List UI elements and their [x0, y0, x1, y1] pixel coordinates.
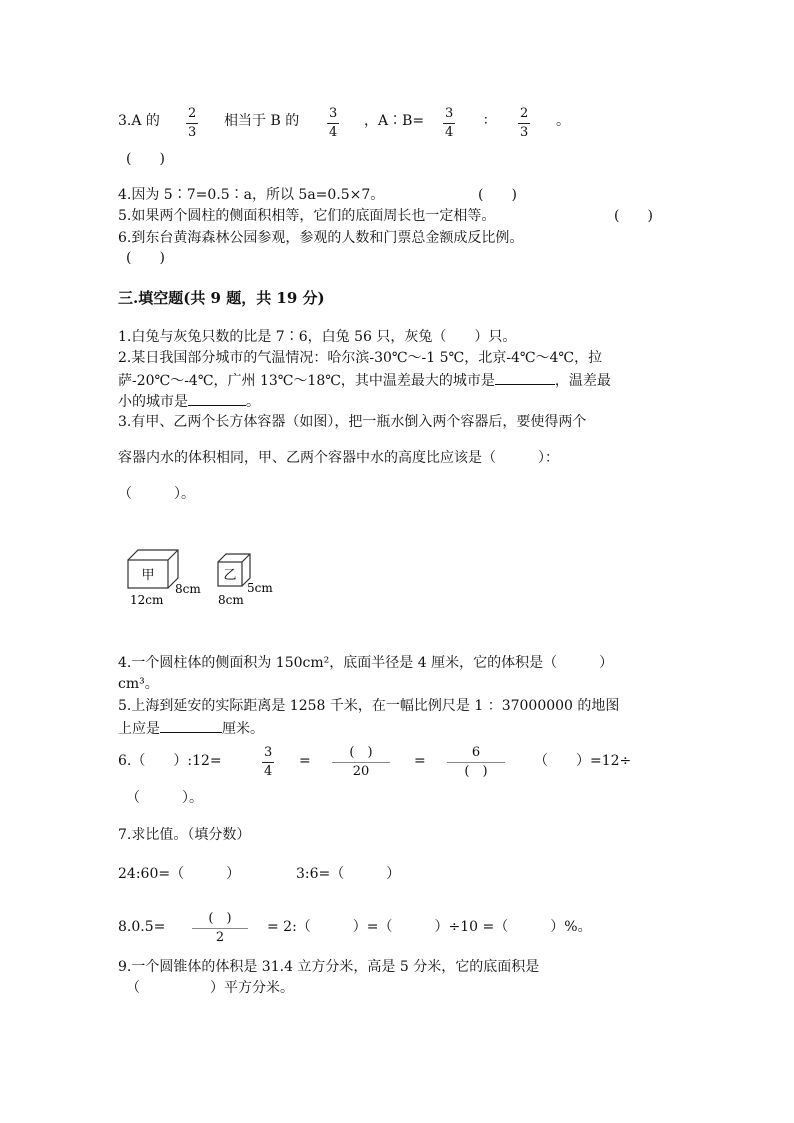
fill-q2-line2-end: ，温差最 — [554, 373, 611, 389]
containers-figure — [118, 544, 288, 608]
judge-q3-ratio-label: ，A∶B= — [364, 113, 425, 129]
fill-q6-fraction-b — [332, 745, 390, 780]
fraction-numerator: 2 — [518, 106, 530, 124]
fill-q7-part-a: 24:60=（ ） — [118, 866, 241, 882]
fraction-denominator: 4 — [264, 764, 273, 779]
container-yi-label: 乙 — [223, 568, 237, 583]
fraction-denominator: 3 — [520, 125, 529, 140]
judge-q5-answer-paren[interactable]: ( ) — [614, 208, 653, 224]
fill-q6-line2: （ ）。 — [126, 790, 203, 806]
judge-q3-answer-paren[interactable]: ( ) — [126, 151, 165, 167]
judge-q3-middle: 相当于 B 的 — [224, 113, 300, 129]
fraction-denominator[interactable]: ( ) — [464, 764, 488, 779]
fill-q5-line2 — [118, 718, 264, 738]
fill-q7-part-b: 3:6=（ ） — [296, 866, 401, 882]
fraction-numerator: 3 — [262, 745, 274, 763]
fill-q2-line2 — [118, 370, 611, 390]
fill-q5-line1: 5.上海到延安的实际距离是 1258 千米，在一幅比例尺是 1 ：37000000 的地图 — [118, 698, 620, 714]
fraction-numerator: 3 — [443, 106, 455, 124]
fill-q5-line2-text: 上应是 — [118, 721, 160, 737]
fill-q8-prefix: 8.0.5= — [118, 919, 166, 935]
fill-q8-fraction — [192, 911, 248, 946]
container-yi-height: 5cm — [247, 581, 273, 595]
judge-q5-text: 5.如果两个圆柱的侧面积相等，它们的底面周长也一定相等。 — [118, 208, 496, 224]
fill-q6-equals-1: = — [299, 753, 311, 769]
fill-q1-text: 1.白兔与灰兔只数的比是 7∶6，白兔 56 只，灰兔（ ）只。 — [118, 329, 517, 345]
fraction-numerator: 6 — [447, 745, 505, 763]
fill-q6-prefix: 6.（ ）:12= — [118, 753, 222, 769]
container-jia-label: 甲 — [141, 568, 155, 583]
fill-q2-line2-text: 萨-20℃～-4℃，广州 13℃～18℃，其中温差最大的城市是 — [118, 373, 495, 389]
judge-q4-answer-paren[interactable]: ( ) — [478, 187, 517, 203]
judge-q6-answer-paren[interactable]: ( ) — [126, 250, 165, 266]
fill-q4-line2: cm³。 — [118, 676, 159, 692]
judge-q3-prefix: 3.A 的 — [118, 113, 160, 129]
fraction-numerator[interactable]: ( ) — [332, 745, 390, 763]
fraction-denominator: 2 — [215, 930, 225, 945]
fraction-denominator: 4 — [329, 125, 338, 140]
judge-q3-fraction-a — [186, 106, 198, 141]
judge-q3-fraction-d — [518, 106, 530, 141]
fill-q4-line1: 4.一个圆柱体的侧面积为 150cm²，底面半径是 4 厘米，它的体积是（ ） — [118, 655, 614, 671]
fill-q3-line2: 容器内水的体积相同，甲、乙两个容器中水的高度比应该是（ ）： — [118, 450, 559, 466]
fill-q6-fraction-a — [262, 745, 274, 780]
fraction-denominator: 4 — [445, 125, 454, 140]
fraction-denominator: 3 — [188, 125, 197, 140]
fraction-numerator: 2 — [186, 106, 198, 124]
fill-q2-line1: 2.某日我国部分城市的气温情况：哈尔滨-30℃～-1 5℃，北京-4℃～4℃，拉 — [118, 350, 603, 366]
section-title: 三.填空题(共 9 题，共 19 分) — [118, 289, 325, 307]
fill-q6-suffix: （ ）=12÷ — [534, 753, 632, 769]
fill-q3-line3: （ ）。 — [118, 486, 195, 502]
container-jia-height: 8cm — [175, 582, 201, 596]
fill-q2-line3-text: 小的城市是 — [118, 394, 188, 410]
judge-q4-text: 4.因为 5∶7=0.5∶a，所以 5a=0.5×7。 — [118, 187, 385, 203]
fraction-numerator: 3 — [327, 106, 339, 124]
answer-blank[interactable] — [188, 391, 246, 406]
fill-q9-line2: （ ）平方分米。 — [126, 980, 294, 996]
judge-q3-fraction-b — [327, 106, 339, 141]
container-jia-length: 12cm — [130, 593, 164, 607]
fill-q6-equals-2: = — [414, 753, 426, 769]
fill-q7-title: 7.求比值。（填分数） — [118, 827, 251, 843]
fill-q2-line3 — [118, 391, 260, 411]
judge-q6-text: 6.到东台黄海森林公园参观，参观的人数和门票总金额成反比例。 — [118, 230, 524, 246]
fill-q9-line1: 9.一个圆锥体的体积是 31.4 立方分米，高是 5 分米，它的底面积是 — [118, 959, 540, 975]
fill-q5-line2-end: 厘米。 — [222, 721, 264, 737]
fill-q2-line3-end: 。 — [246, 394, 260, 410]
answer-blank[interactable] — [495, 370, 555, 385]
fill-q8-suffix: = 2:（ ）=（ ）÷10 =（ ）%。 — [267, 919, 592, 935]
judge-q3-fraction-c — [443, 106, 455, 141]
judge-q3-colon: ∶ — [484, 113, 488, 129]
answer-blank[interactable] — [160, 718, 222, 733]
fill-q3-line1: 3.有甲、乙两个长方体容器（如图），把一瓶水倒入两个容器后，要使得两个 — [118, 414, 587, 430]
fraction-numerator[interactable]: ( ) — [192, 911, 248, 929]
fill-q6-fraction-c — [447, 745, 505, 780]
container-yi-length: 8cm — [218, 593, 244, 607]
judge-q3-end: 。 — [556, 113, 570, 129]
fraction-denominator: 20 — [352, 764, 370, 779]
